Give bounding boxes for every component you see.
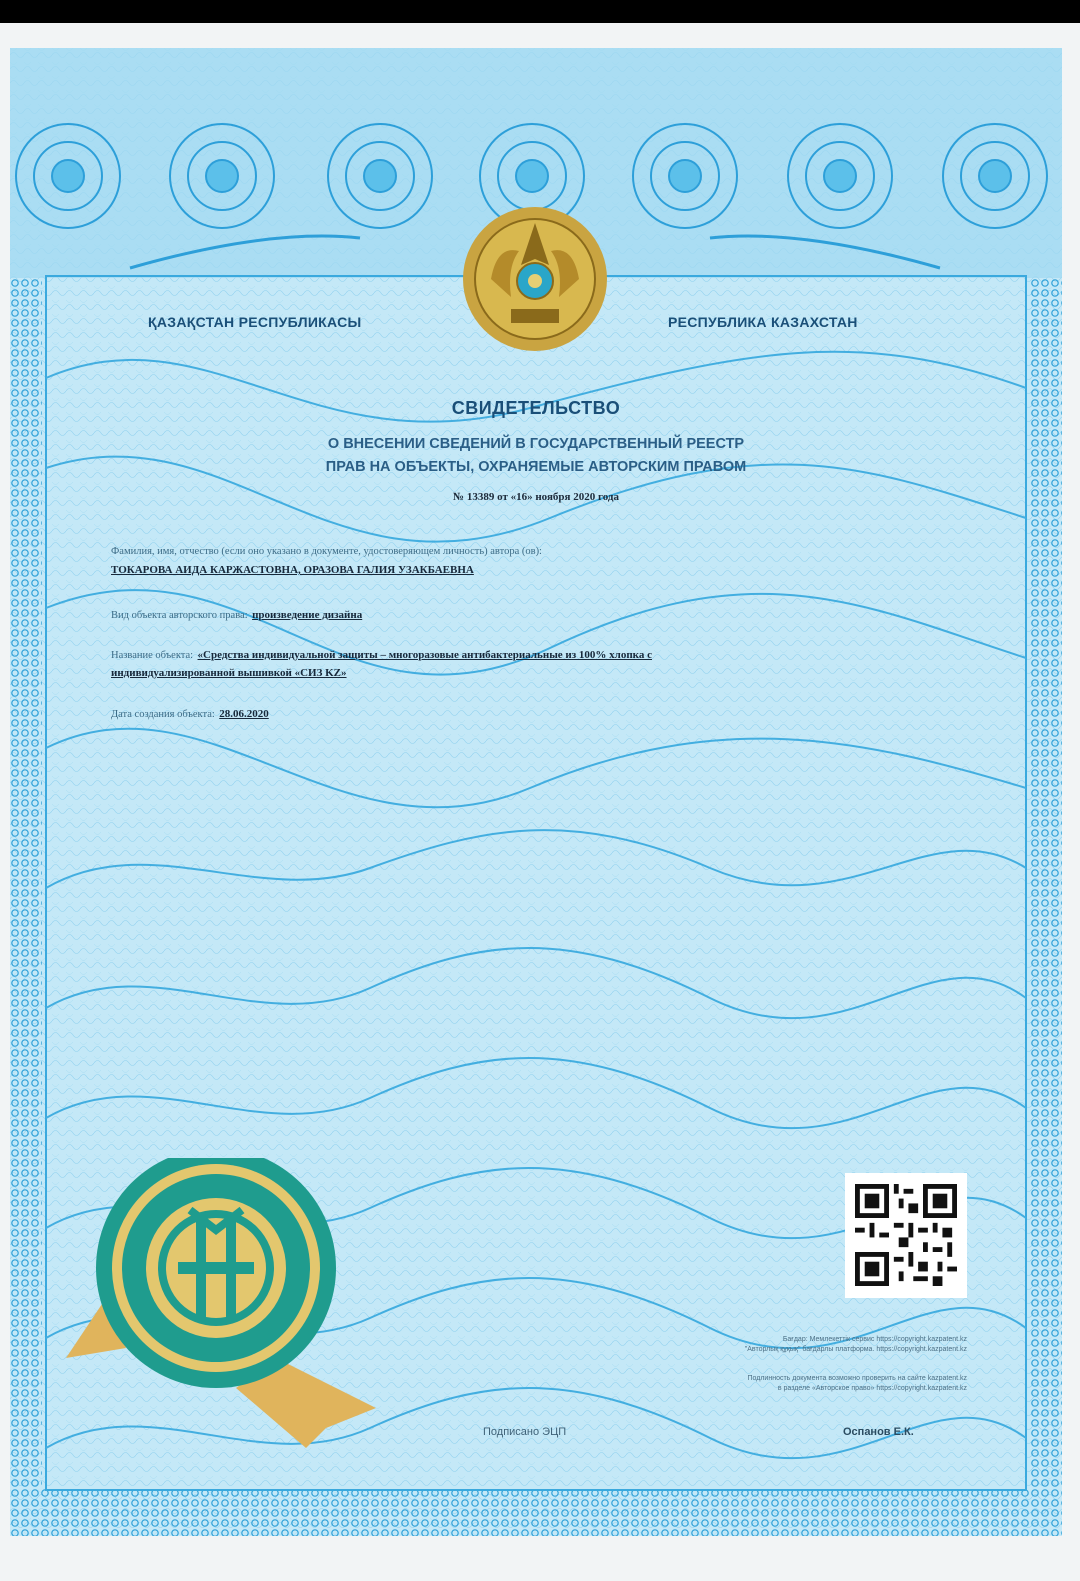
kazpatent-seal	[66, 1158, 406, 1448]
authors-label	[111, 541, 542, 559]
authors-value-text: ТОКАРОВА АИДА КАРЖАСТОВНА, ОРАЗОВА ГАЛИЯ УЗАКБАЕВНА	[111, 564, 474, 576]
creation-date-label: Дата создания объекта:	[111, 709, 215, 720]
object-type-row	[111, 605, 362, 623]
signed-label: Подписано ЭЦП	[483, 1426, 567, 1438]
object-type-value: произведение дизайна	[252, 609, 363, 621]
creation-date-value: 28.06.2020	[219, 708, 269, 720]
qr-code[interactable]	[845, 1173, 967, 1298]
header-russian: РЕСПУБЛИКА КАЗАХСТАН	[668, 314, 858, 330]
creation-date-row	[111, 704, 269, 722]
verification-note-2: "Авторлық құқық" бағдарлы платформа. https://copyright.kazpatent.kz	[744, 1346, 967, 1353]
bottom-margin	[0, 1543, 1080, 1581]
subtitle-line-1: О ВНЕСЕНИИ СВЕДЕНИЙ В ГОСУДАРСТВЕННЫЙ РЕЕСТР	[327, 436, 745, 452]
state-emblem-kazakhstan	[461, 205, 609, 353]
authors-label-text: Фамилия, имя, отчество (если оно указано в документе, удостоверяющем личность) автора (ов):	[111, 546, 542, 557]
certificate-number: № 13389 от «16» ноября 2020 года	[453, 491, 619, 503]
header-kazakh: ҚАЗАҚСТАН РЕСПУБЛИКАСЫ	[148, 314, 362, 330]
status-bar	[0, 0, 1080, 23]
qr-code-pattern	[855, 1184, 957, 1286]
object-name-row-2	[111, 663, 347, 681]
verification-note-3: Подлинность документа возможно проверить на сайте kazpatent.kz	[747, 1375, 967, 1382]
object-name-value-line-1: «Средства индивидуальной защиты – многоразовые антибактериальные из 100% хлопка с	[197, 649, 652, 661]
document-title: СВИДЕТЕЛЬСТВО	[451, 398, 621, 418]
certificate-document	[10, 48, 1062, 1536]
object-name-label: Название объекта:	[111, 650, 194, 661]
object-type-label: Вид объекта авторского права:	[111, 610, 248, 621]
verification-note-1: Бағдар: Мемлекеттік сервис https://copyright.kazpatent.kz	[782, 1336, 967, 1343]
authors-value	[111, 560, 474, 578]
verification-note-4: в разделе «Авторское право» https://copyright.kazpatent.kz	[777, 1385, 967, 1392]
subtitle-line-2: ПРАВ НА ОБЪЕКТЫ, ОХРАНЯЕМЫЕ АВТОРСКИМ ПРАВОМ	[325, 459, 747, 475]
object-name-row	[111, 645, 652, 663]
object-name-value-line-2: индивидуализированной вышивкой «СИЗ KZ»	[111, 667, 347, 679]
signer-name: Оспанов Е.К.	[843, 1426, 914, 1438]
